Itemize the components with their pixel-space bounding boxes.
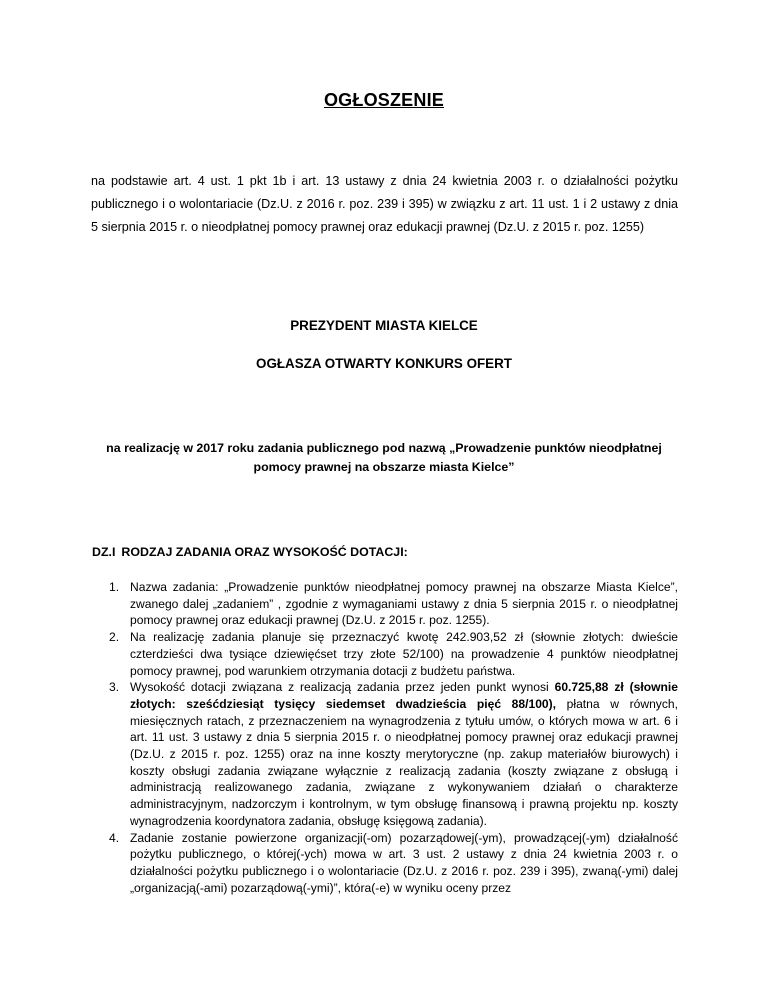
announcement-heading: OGŁASZA OTWARTY KONKURS OFERT [256, 356, 512, 371]
list-item-text: Na realizację zadania planuje się przeznaczyć kwotę 242.903,52 zł (słownie złotych: dwieście czterdzieści dwa tysiące dziewięćset trzy złote 52/100) na prowadzenie 4 punktów nieodpłatnej pomocy prawnej, pod warunkiem otrzymania dotacji z budżetu państwa. [130, 630, 678, 678]
list-item [91, 679, 678, 829]
list-item-number: 3. [109, 680, 120, 695]
list-item-text: Wysokość dotacji związana z realizacją zadania przez jeden punkt wynosi [130, 680, 555, 695]
legal-basis-paragraph: na podstawie art. 4 ust. 1 pkt 1b i art. 13 ustawy z dnia 24 kwietnia 2003 r. o działalności pożytku publicznego i o wolontariacie (Dz.U. z 2016 r. poz. 239 i 395) w związku z art. 11 ust. 1 i 2 ustawy z dnia 5 sierpnia 2015 r. o nieodpłatnej pomocy prawnej oraz edukacji prawnej (Dz.U. z 2015 r. poz. 1255) [91, 174, 678, 234]
authority-heading: PREZYDENT MIASTA KIELCE [290, 318, 478, 333]
list-item [91, 629, 678, 679]
list-item-number: 2. [109, 630, 120, 645]
section-heading [92, 545, 408, 559]
list-item-amount: 60.725,88 zł (słownie złotych: sześćdziesiąt tysięcy siedemset dwadzieścia pięć 88/100), [130, 680, 679, 711]
section-title: RODZAJ ZADANIA ORAZ WYSOKOŚĆ DOTACJI: [121, 545, 408, 559]
list-item-text: Zadanie zostanie powierzone organizacji(-om) pozarządowej(-ym), prowadzącej(-ym) działalność pożytku publicznego, o której(-ych) mowa w art. 3 ust. 2 ustawy z dnia 24 kwietnia 2003 r. o działalności pożytku publicznego i o wolontariacie (Dz.U. z 2016 r. poz. 239 i 395), zwaną(-ymi) dalej „organizacją(-ami) pozarządową(-ymi)”, która(-e) w wyniku oceny przez [130, 830, 678, 895]
list-item-number: 4. [109, 830, 120, 845]
list-item [91, 830, 678, 897]
list-item-number: 1. [109, 580, 120, 594]
document-title: OGŁOSZENIE [323, 90, 444, 110]
section-number: DZ.I [92, 545, 116, 559]
task-name-paragraph: na realizację w 2017 roku zadania publicznego pod nazwą „Prowadzenie punktów nieodpłatnej pomocy prawnej na obszarze miasta Kielce” [106, 441, 662, 474]
list-item-text: Nazwa zadania: „Prowadzenie punktów nieodpłatnej pomocy prawnej na obszarze Miasta Kielce”, zwanego dalej „zadaniem” , zgodnie z wymaganiami ustawy z dnia 5 sierpnia 2015 r. o nieodpłatnej pomocy prawnej oraz edukacji prawnej (Dz.U. z 2015 r. poz. 1255). [130, 580, 678, 628]
list-item [91, 579, 678, 629]
section-items-list [91, 579, 678, 896]
list-item-text-continued: płatna w równych, miesięcznych ratach, z przeznaczeniem na wynagrodzenia z tytułu umów, o których mowa w art. 6 i art. 11 ust. 3 ustawy z dnia 5 sierpnia 2015 r. o nieodpłatnej pomocy prawnej oraz edukacji prawnej (Dz.U. z 2015 r. poz. 1255) oraz na inne koszty merytoryczne (np. zakup materiałów biurowych) i koszty obsługi zadania związane wyłącznie z realizacją zadania (koszty związane z obsługą i administracją realizowanego zadania, związane z wykonywaniem działań o charakterze administracyjnym, nadzorczym i kontrolnym, w tym obsługę finansową i prawną projektu np. koszty wynagrodzenia koordynatora zadania, obsługę księgową zadania). [130, 696, 678, 828]
